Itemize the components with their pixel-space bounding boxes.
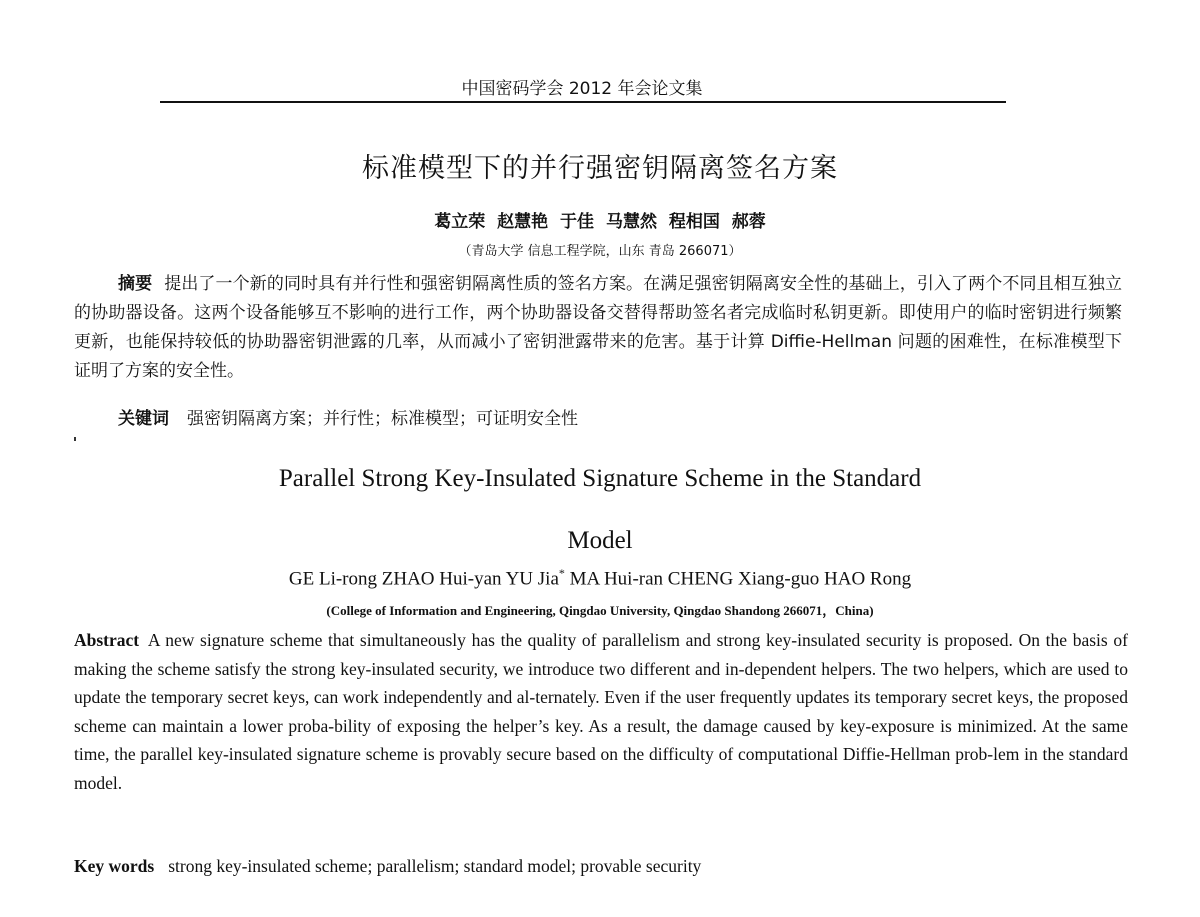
chinese-title: 标准模型下的并行强密钥隔离签名方案 xyxy=(362,153,838,184)
english-abstract-label: Abstract xyxy=(74,630,140,650)
english-affiliation: (College of Information and Engineering, Qingdao University, Qingdao Shandong 266071，China) xyxy=(326,603,874,618)
english-abstract-text: A new signature scheme that simultaneously has the quality of parallelism and strong key-insulated security is proposed. On the basis of making the scheme satisfy the strong key-insulated security, we introduce two different and in-dependent helpers. The two helpers, which are used to update the temporary secret keys, can work independently and al-ternately. Even if the user frequently updates its temporary secret keys, the proposed scheme can maintain a lower proba-bility of exposing the helper’s key. As a result, the damage caused by key-exposure is minimized. At the same time, the parallel key-insulated signature scheme is provably secure based on the difficulty of computational Diffie-Hellman prob-lem in the standard model. xyxy=(74,630,1128,793)
english-title xyxy=(170,448,1030,572)
english-title-line-1: Parallel Strong Key-Insulated Signature Scheme in the Standard xyxy=(278,465,922,492)
english-keywords xyxy=(74,856,1128,877)
chinese-affiliation: （青岛大学 信息工程学院，山东 青岛 266071） xyxy=(458,244,742,259)
english-keywords-text: strong key-insulated scheme; parallelism; standard model; provable security xyxy=(168,856,702,876)
chinese-keywords xyxy=(118,404,1118,429)
chinese-abstract xyxy=(74,270,1122,386)
chinese-abstract-text: 提出了一个新的同时具有并行性和强密钥隔离性质的签名方案。在满足强密钥隔离安全性的基础上，引入了两个不同且相互独立的协助器设备。这两个设备能够互不影响的进行工作，两个协助器设备交替得帮助签名者完成临时私钥更新。即使用户的临时密钥进行频繁更新，也能保持较低的协助器密钥泄露的几率，从而减小了密钥泄露带来的危害。基于计算 Diffie-Hellman 问题的困难性，在标准模型下证明了方案的安全性。 xyxy=(74,274,1123,381)
english-abstract xyxy=(74,626,1128,797)
chinese-keywords-label: 关键词 xyxy=(118,409,169,429)
corresponding-author-mark: * xyxy=(558,566,565,580)
english-authors-part-2: MA Hui-ran CHENG Xiang-guo HAO Rong xyxy=(564,568,912,590)
header-rule xyxy=(160,101,1006,103)
running-header: 中国密码学会 2012 年会论文集 xyxy=(461,79,703,99)
english-keywords-label: Key words xyxy=(74,856,155,876)
english-authors-part-1: GE Li-rong ZHAO Hui-yan YU Jia xyxy=(288,568,559,590)
english-authors xyxy=(0,566,1200,590)
chinese-abstract-label: 摘要 xyxy=(118,274,153,294)
english-title-line-2: Model xyxy=(567,527,633,554)
chinese-keywords-text: 强密钥隔离方案；并行性；标准模型；可证明安全性 xyxy=(187,409,578,429)
scan-speck xyxy=(74,437,76,441)
chinese-authors: 葛立荣 赵慧艳 于佳 马慧然 程相国 郝蓉 xyxy=(434,212,766,232)
